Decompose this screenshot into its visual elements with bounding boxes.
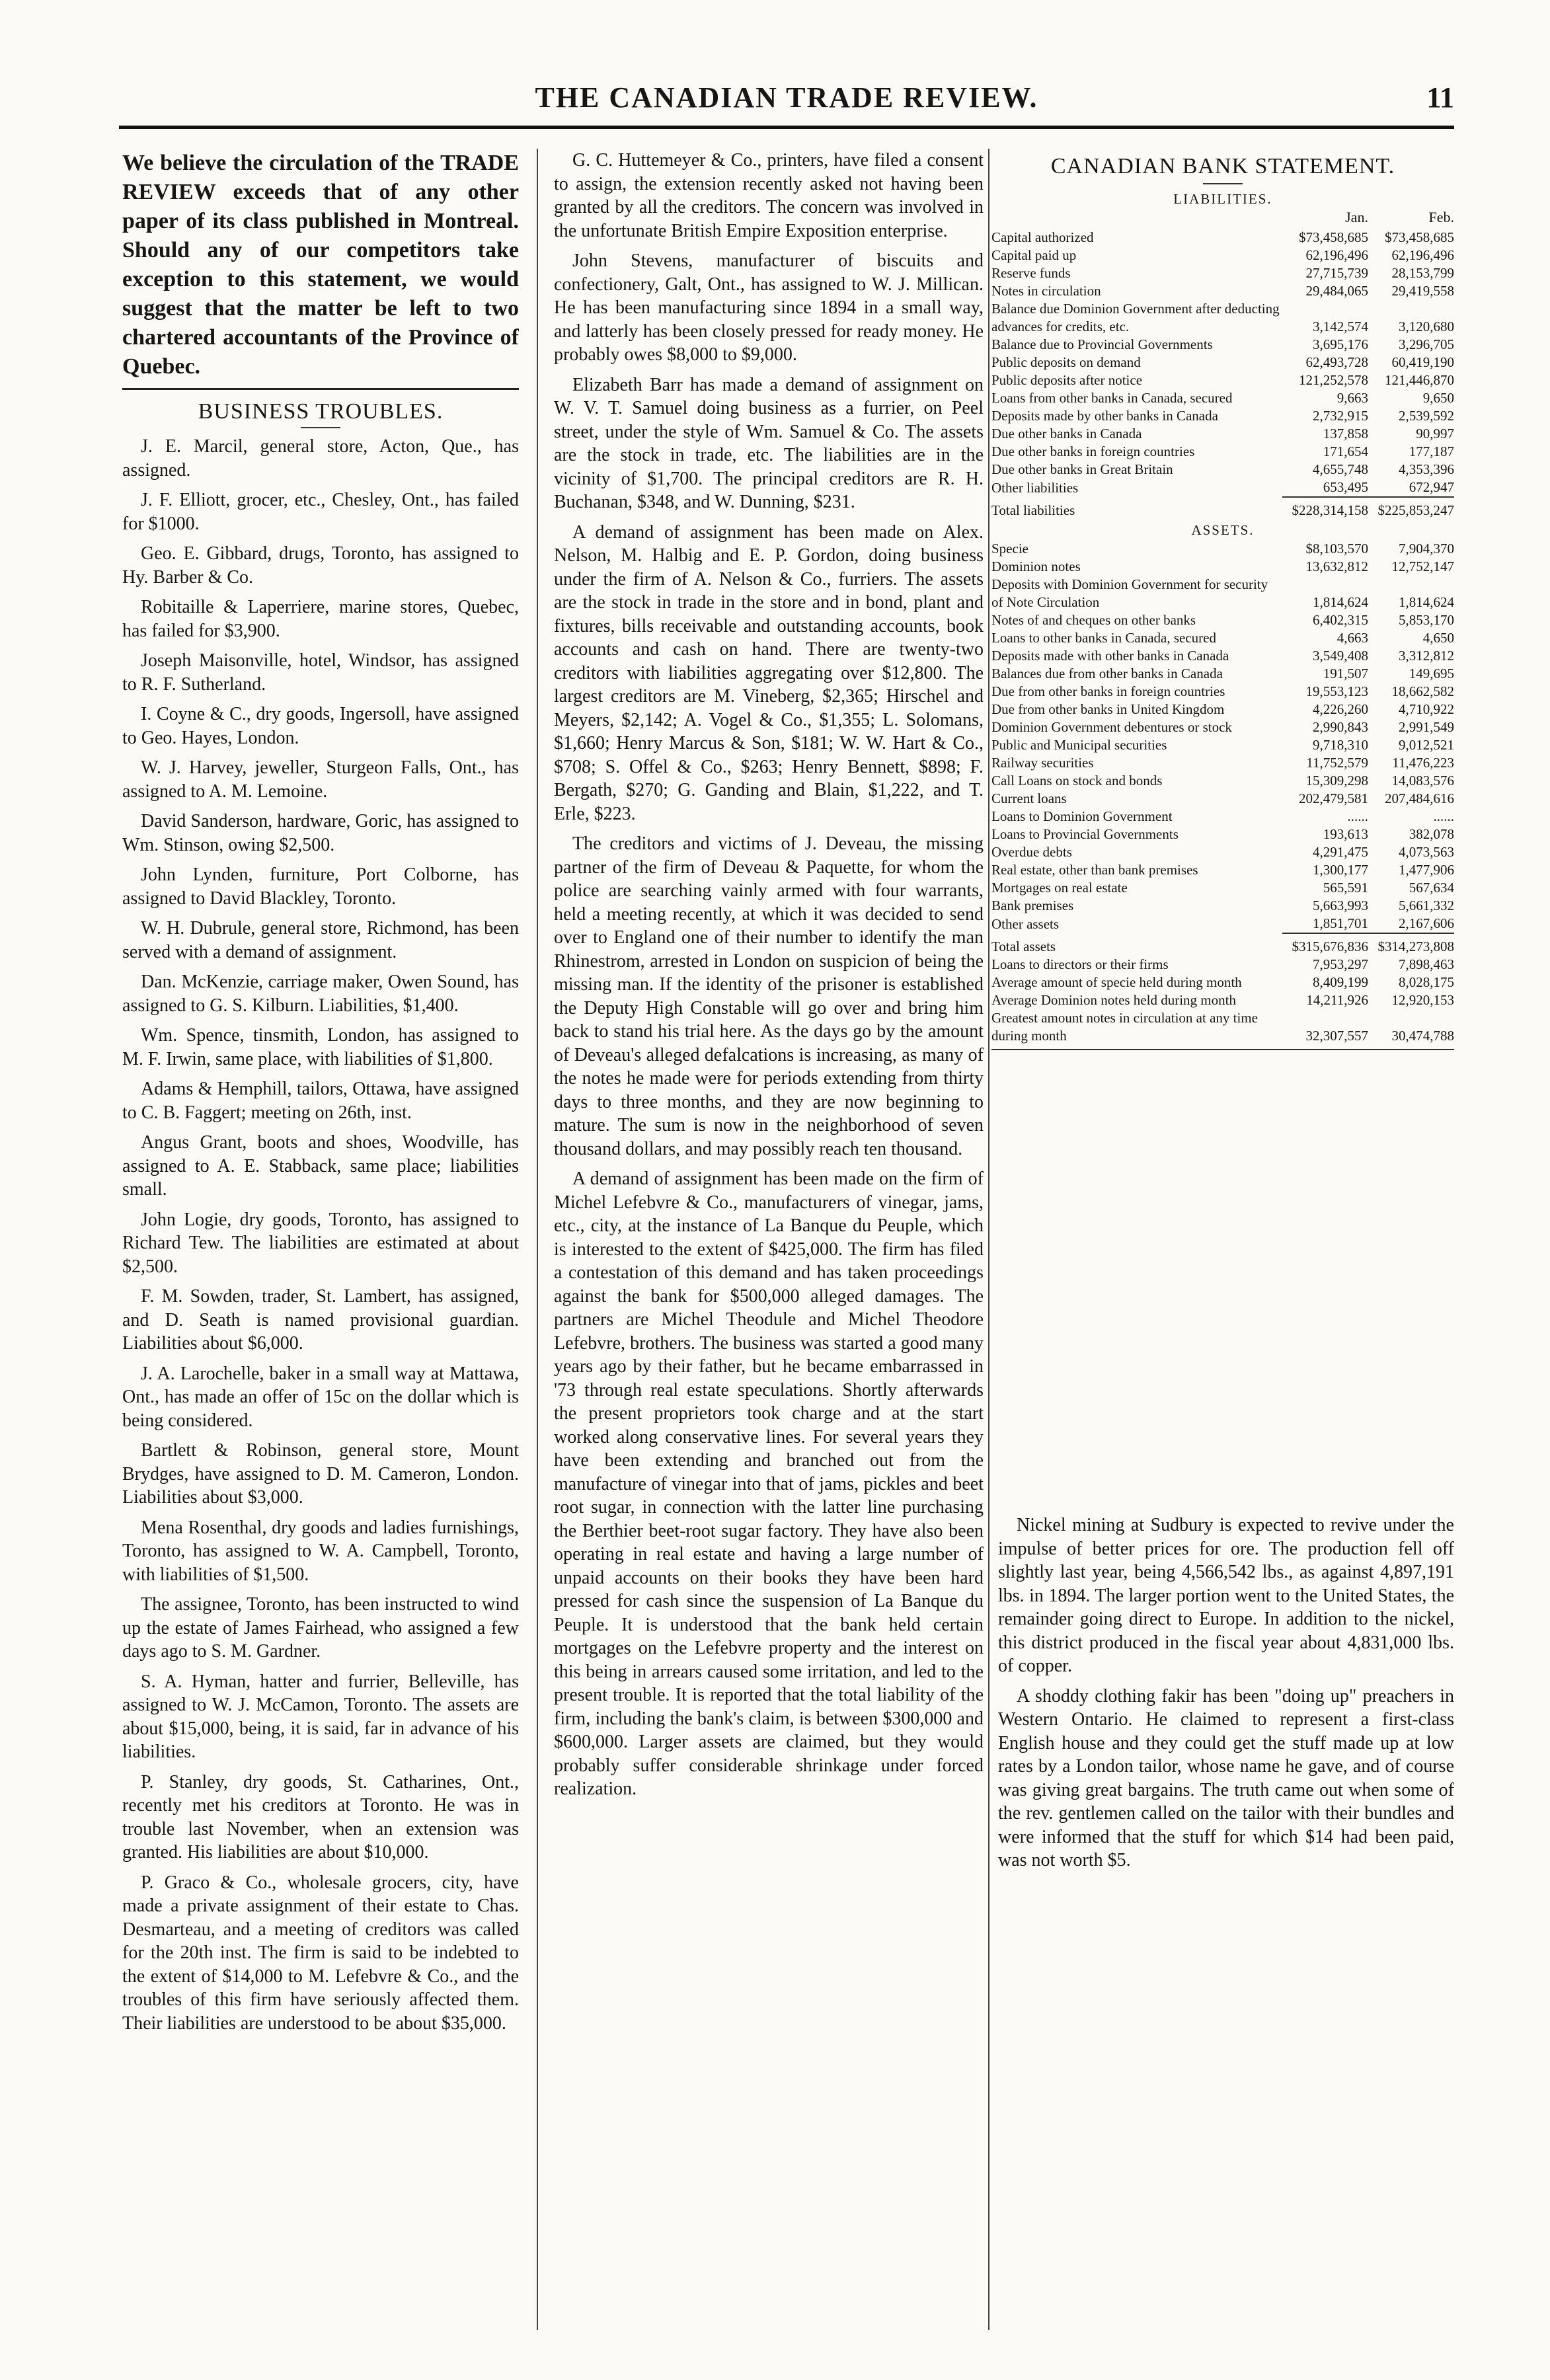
row-label: Balance due to Provincial Governments: [991, 336, 1213, 352]
liabilities-total-row: [991, 497, 1454, 519]
jan-value: 191,507: [1323, 666, 1368, 681]
row-label: Deposits with Dominion Government for security of Note Circulation: [991, 576, 1268, 610]
liability-row: [991, 282, 1454, 300]
news-paragraph: A demand of assignment has been made on the firm of Michel Lefebvre & Co., manufacturers of vinegar, jams, etc., city, at the instance of La Banque du Peuple, which is interested to the extent of $425,000. The firm has filed a contestation of this demand and has taken proceedings against the bank for $500,000 alleged damages. The partners are Michel Theodule and Michel Theodore Lefebvre, brothers. The business was started a good many years ago by their father, but he became embarrassed in '73 through real estate speculations. Shortly afterwards the present proprietors took charge and at the start worked along conservative lines. For several years they have been extending and branched out from the manufacture of vinegar into that of jams, pickles and beet root sugar, in connection with the latter line purchasing the Berthier beet-root sugar factory. They have also been operating in real estate and having a large number of unpaid accounts on their books they have been hard pressed for cash since the suspension of La Banque du Peuple. It is understood that the bank held certain mortgages on the Lefebvre property and the interest on this being in arrears caused some irritation, and led to the present trouble. It is reported that the total liability of the firm, including the bank's claim, is between $300,000 and $600,000. Larger assets are claimed, but they would probably suffer considerable shrinkage under forced realization.: [554, 1169, 984, 1799]
business-trouble-item: W. H. Dubrule, general store, Richmond, has been served with a demand of assignment.: [122, 918, 519, 962]
feb-value: 9,650: [1422, 390, 1454, 406]
feb-value: 12,752,147: [1391, 558, 1454, 574]
jan-value: 137,858: [1323, 426, 1368, 441]
liability-row: [991, 371, 1454, 389]
jan-value: ......: [1347, 808, 1368, 824]
business-trouble-item: Angus Grant, boots and shoes, Woodville, has assigned to A. E. Stabback, same place; liabilities small.: [122, 1132, 519, 1200]
business-trouble-item: John Logie, dry goods, Toronto, has assigned to Richard Tew. The liabilities are estimated at about $2,500.: [122, 1209, 519, 1277]
liability-row: [991, 443, 1454, 461]
news-paragraph: Elizabeth Barr has made a demand of assignment on W. V. T. Samuel doing business as a furrier, on Peel street, under the style of Wm. Samuel & Co. The assets are the stock in trade, etc. The liabilities are in the vicinity of $1,700. The principal creditors are R. H. Buchanan, $348, and W. Dunning, $231.: [554, 374, 984, 512]
row-label: Reserve funds: [991, 265, 1071, 281]
row-label: Current loans: [991, 790, 1067, 806]
asset-row: [991, 629, 1454, 647]
business-trouble-item: J. E. Marcil, general store, Acton, Que., has assigned.: [122, 436, 519, 480]
jan-value: 202,479,581: [1299, 790, 1368, 806]
middle-articles: [554, 149, 984, 1801]
feb-value: 7,898,463: [1399, 956, 1454, 972]
average-row: [991, 974, 1454, 991]
asset-row: [991, 683, 1454, 701]
assets-heading: ASSETS.: [1191, 522, 1255, 538]
jan-value: 13,632,812: [1305, 558, 1368, 574]
business-trouble-item: Wm. Spence, tinsmith, London, has assigned to M. F. Irwin, same place, with liabilities of $1,800.: [122, 1025, 519, 1069]
jan-value: 4,226,260: [1313, 701, 1368, 717]
jan-value: 1,851,701: [1313, 915, 1368, 931]
feb-value: $73,458,685: [1385, 229, 1454, 245]
business-trouble-item: P. Graco & Co., wholesale grocers, city, have made a private assignment of their estate to Chas. Desmarteau, and a meeting of creditors was called for the 20th inst. The firm is said to be indebted to the extent of $14,000 to M. Lefebvre & Co., and the troubles of this firm have seriously affected them. Their liabilities are understood to be about $35,000.: [122, 1872, 519, 2034]
row-label: Total assets: [991, 939, 1056, 954]
feb-value: 12,920,153: [1391, 992, 1454, 1008]
business-trouble-item: P. Stanley, dry goods, St. Catharines, Ont., recently met his creditors at Toronto. He was in trouble last November, when an extension was granted. His liabilities are about $10,000.: [122, 1771, 519, 1862]
row-label: Call Loans on stock and bonds: [991, 773, 1163, 788]
asset-row: [991, 772, 1454, 790]
masthead: [119, 74, 1454, 120]
business-trouble-item: S. A. Hyman, hatter and furrier, Belleville, has assigned to W. J. McCamon, Toronto. The assets are about $15,000, being, it is said, far in advance of his liabilities.: [122, 1671, 519, 1762]
row-label: Dominion notes: [991, 558, 1081, 574]
page-title: THE CANADIAN TRADE REVIEW.: [535, 81, 1038, 114]
feb-value: 3,120,680: [1399, 319, 1454, 334]
liability-row: [991, 461, 1454, 479]
news-paragraph: Nickel mining at Sudbury is expected to revive under the impulse of better prices for ore. The production fell off slightly last year, being 4,566,542 lbs., as against 4,897,191 lbs. in 1894. The larger portion went to the United States, the remainder going direct to Europe. In addition to the nickel, this district produced in the fiscal year about 4,831,000 lbs. of copper.: [998, 1515, 1454, 1676]
row-label: Loans to directors or their firms: [991, 956, 1169, 972]
row-label: Bank premises: [991, 898, 1074, 913]
jan-value: 2,990,843: [1313, 719, 1368, 735]
page-number: 11: [1426, 81, 1454, 114]
feb-value: 2,539,592: [1399, 408, 1454, 424]
asset-row: [991, 718, 1454, 736]
row-label: Loans from other banks in Canada, secured: [991, 390, 1233, 406]
business-trouble-item: F. M. Sowden, trader, St. Lambert, has assigned, and D. Seath is named provisional guardian. Liabilities about $6,000.: [122, 1286, 519, 1354]
jan-value: 7,953,297: [1313, 956, 1368, 972]
jan-value: $315,676,836: [1282, 933, 1368, 956]
liability-row: [991, 300, 1454, 336]
jan-value: 1,814,624: [1313, 594, 1368, 610]
business-trouble-item: The assignee, Toronto, has been instructed to wind up the estate of James Fairhead, who assigned a few days ago to S. M. Gardner.: [122, 1594, 519, 1662]
jan-value: 4,663: [1337, 630, 1368, 646]
asset-row: [991, 647, 1454, 665]
asset-row: [991, 825, 1454, 843]
asset-row: [991, 576, 1454, 611]
business-trouble-item: J. F. Elliott, grocer, etc., Chesley, Ont., has failed for $1000.: [122, 490, 519, 534]
feb-value: 1,814,624: [1399, 594, 1454, 610]
heading-dash: [1203, 183, 1243, 184]
asset-row: [991, 754, 1454, 772]
row-label: Due other banks in foreign countries: [991, 443, 1195, 459]
feb-value: 5,661,332: [1399, 898, 1454, 913]
row-label: Average amount of specie held during month: [991, 974, 1242, 990]
jan-value: 653,495: [1323, 479, 1368, 495]
asset-row: [991, 665, 1454, 683]
jan-value: 8,409,199: [1313, 974, 1368, 990]
jan-value: 5,663,993: [1313, 898, 1368, 913]
jan-value: 11,752,579: [1306, 755, 1368, 771]
feb-value: 121,446,870: [1385, 372, 1454, 388]
asset-row: [991, 790, 1454, 808]
row-label: Public and Municipal securities: [991, 737, 1167, 753]
jan-value: $73,458,685: [1299, 229, 1368, 245]
feb-value: 9,012,521: [1399, 737, 1454, 753]
jan-value: 6,402,315: [1313, 612, 1368, 628]
jan-value: 121,252,578: [1299, 372, 1368, 388]
jan-value: 4,655,748: [1313, 461, 1368, 477]
row-label: Due from other banks in foreign countries: [991, 683, 1225, 699]
middle-column: [554, 149, 984, 2330]
jan-value: 14,211,926: [1306, 992, 1368, 1008]
feb-value: 90,997: [1416, 426, 1454, 441]
liability-row: [991, 389, 1454, 407]
feb-value: 3,296,705: [1399, 336, 1454, 352]
feb-value: 29,419,558: [1391, 283, 1454, 299]
liability-row: [991, 407, 1454, 425]
right-articles: [998, 1514, 1454, 1872]
feb-value: 207,484,616: [1385, 790, 1454, 806]
feb-value: 28,153,799: [1391, 265, 1454, 281]
news-paragraph: The creditors and victims of J. Deveau, the missing partner of the firm of Deveau & Paquette, for whom the police are searching vainly armed with four warrants, held a meeting recently, at which it was decided to send over to England one of their number to identify the man Rhinestrom, arrested in London on suspicion of being the missing man. If the identity of the prisoner is established the Deputy High Constable will go over and bring him back to stand his trial here. As the days go by the amount of Deveau's alleged defalcations is increasing, as many of the notes he made were for periods extending from thirty days to three months, and they are now beginning to mature. The sum is now in the neighborhood of seven thousand dollars, and may possibly reach ten thousand.: [554, 833, 984, 1159]
asset-row: [991, 897, 1454, 915]
row-label: Public deposits on demand: [991, 354, 1141, 370]
row-label: Deposits made with other banks in Canada: [991, 648, 1229, 664]
row-label: Deposits made by other banks in Canada: [991, 408, 1218, 424]
row-label: Railway securities: [991, 755, 1094, 771]
feb-value: 672,947: [1409, 479, 1454, 495]
row-label: Dominion Government debentures or stock: [991, 719, 1232, 735]
feb-value: 8,028,175: [1399, 974, 1454, 990]
feb-value: 1,477,906: [1399, 862, 1454, 878]
business-trouble-item: W. J. Harvey, jeweller, Sturgeon Falls, Ont., has assigned to A. M. Lemoine.: [122, 757, 519, 802]
row-label: Due other banks in Canada: [991, 426, 1142, 441]
business-trouble-item: Dan. McKenzie, carriage maker, Owen Sound, has assigned to G. S. Kilburn. Liabilities, $1,400.: [122, 972, 519, 1016]
feb-value: 11,476,223: [1392, 755, 1454, 771]
jan-value: $8,103,570: [1305, 541, 1368, 557]
row-label: Other assets: [991, 916, 1060, 932]
jan-value: 4,291,475: [1313, 844, 1368, 860]
jan-value: 3,549,408: [1313, 648, 1368, 664]
liability-row: [991, 425, 1454, 443]
row-label: Specie: [991, 541, 1028, 557]
asset-row: [991, 861, 1454, 879]
asset-row: [991, 701, 1454, 718]
business-trouble-item: I. Coyne & C., dry goods, Ingersoll, have assigned to Geo. Hayes, London.: [122, 704, 519, 748]
row-label: Loans to Dominion Government: [991, 808, 1173, 824]
average-row: [991, 1009, 1454, 1045]
row-label: Public deposits after notice: [991, 372, 1143, 388]
jan-value: 32,307,557: [1305, 1028, 1368, 1044]
asset-row: [991, 736, 1454, 754]
row-label: Loans to Provincial Governments: [991, 826, 1179, 842]
liability-row: [991, 354, 1454, 371]
feb-value: 7,904,370: [1399, 541, 1454, 557]
news-paragraph: G. C. Huttemeyer & Co., printers, have filed a consent to assign, the extension recently asked not having been granted by all the creditors. The concern was involved in the unfortunate British Empire Exposition enterprise.: [554, 150, 984, 241]
asset-row: [991, 540, 1454, 558]
feb-value: 4,353,396: [1399, 461, 1454, 477]
row-label: Overdue debts: [991, 844, 1072, 860]
row-label: Real estate, other than bank premises: [991, 862, 1198, 878]
asset-row: [991, 843, 1454, 861]
feb-value: 4,710,922: [1399, 701, 1454, 717]
asset-row: [991, 879, 1454, 897]
row-label: Balance due Dominion Government after deducting advances for credits, etc.: [991, 301, 1280, 334]
feb-value: 149,695: [1409, 666, 1454, 681]
feb-value: 30,474,788: [1391, 1028, 1454, 1044]
column-divider: [537, 149, 538, 2330]
notice-rule: [122, 388, 519, 390]
row-label: Notes of and cheques on other banks: [991, 612, 1196, 628]
jan-value: 62,196,496: [1305, 247, 1368, 263]
liabilities-heading: LIABILITIES.: [1173, 191, 1272, 207]
business-trouble-item: Mena Rosenthal, dry goods and ladies furnishings, Toronto, has assigned to W. A. Campbell, Toronto, with liabilities of $1,500.: [122, 1517, 519, 1585]
jan-value: 27,715,739: [1305, 265, 1368, 281]
business-trouble-item: Adams & Hemphill, tailors, Ottawa, have assigned to C. B. Faggert; meeting on 26th, inst.: [122, 1079, 519, 1123]
feb-value: $225,853,247: [1368, 497, 1454, 519]
business-troubles-heading: BUSINESS TROUBLES.: [198, 399, 444, 424]
bank-statement-end-rule: [991, 1049, 1454, 1050]
assets-total-row: [991, 933, 1454, 956]
jan-value: 2,732,915: [1313, 408, 1368, 424]
business-trouble-item: Bartlett & Robinson, general store, Mount Brydges, have assigned to D. M. Cameron, London. Liabilities about $3,000.: [122, 1440, 519, 1508]
assets-table: [991, 540, 1454, 1045]
liability-row: [991, 336, 1454, 354]
heading-dash: [301, 427, 340, 428]
circulation-notice: We believe the circulation of the TRADE REVIEW exceeds that of any other paper of its class published in Montreal. Should any of our competitors take exception to this statement, we would suggest that the matter be left to two chartered accountants of the Province of Quebec.: [122, 151, 519, 379]
liability-row: [991, 229, 1454, 247]
liability-row: [991, 479, 1454, 497]
feb-value: 567,634: [1409, 880, 1454, 896]
row-label: Mortgages on real estate: [991, 880, 1128, 896]
row-label: Average Dominion notes held during month: [991, 992, 1236, 1008]
jan-value: $228,314,158: [1282, 497, 1368, 519]
average-row: [991, 956, 1454, 974]
news-paragraph: John Stevens, manufacturer of biscuits and confectionery, Galt, Ont., has assigned to W. J. Millican. He has been manufacturing since 1894 in a small way, and latterly has been closely pressed for ready money. He probably owes $8,000 to $9,000.: [554, 250, 984, 365]
feb-value: 18,662,582: [1391, 683, 1454, 699]
feb-value: ......: [1433, 808, 1454, 824]
liability-row: [991, 247, 1454, 264]
news-paragraph: A demand of assignment has been made on Alex. Nelson, M. Halbig and E. P. Gordon, doing business under the firm of A. Nelson & Co., furriers. The assets are the stock in trade in the store and in bond, plant and fixtures, bills receivable and outstanding accounts, book accounts and cash on hand. There are twenty-two creditors with liabilities aggregating over $12,800. The largest creditors are M. Vineberg, $2,365; Hirschel and Meyers, $2,142; A. Vogel & Co., $1,355; L. Solomans, $1,660; Henry Marcus & Son, $181; W. W. Hart & Co., $708; S. Offel & Co., $263; Henry Bennett, $898; F. Bergath, $270; G. Ganding and Blain, $1,222, and T. Erle, $223.: [554, 521, 984, 824]
business-trouble-item: David Sanderson, hardware, Goric, has assigned to Wm. Stinson, owing $2,500.: [122, 811, 519, 855]
jan-value: 9,718,310: [1313, 737, 1368, 753]
business-trouble-item: J. A. Larochelle, baker in a small way at Mattawa, Ont., has made an offer of 15c on the dollar which is being considered.: [122, 1363, 519, 1431]
row-label: Due from other banks in United Kingdom: [991, 701, 1225, 717]
jan-value: 62,493,728: [1305, 354, 1368, 370]
asset-row: [991, 611, 1454, 629]
bank-statement: [991, 149, 1454, 1497]
row-label: Loans to other banks in Canada, secured: [991, 630, 1216, 646]
row-label: Total liabilities: [991, 502, 1075, 518]
jan-value: 171,654: [1323, 443, 1368, 459]
feb-value: 5,853,170: [1399, 612, 1454, 628]
feb-value: 3,312,812: [1399, 648, 1454, 664]
row-label: Capital paid up: [991, 247, 1077, 263]
business-trouble-item: Geo. E. Gibbard, drugs, Toronto, has assigned to Hy. Barber & Co.: [122, 543, 519, 588]
row-label: Greatest amount notes in circulation at any time during month: [991, 1010, 1258, 1044]
feb-value: 14,083,576: [1391, 773, 1454, 788]
feb-value: 4,650: [1422, 630, 1454, 646]
bank-statement-title: CANADIAN BANK STATEMENT.: [1050, 154, 1395, 178]
news-paragraph: A shoddy clothing fakir has been "doing up" preachers in Western Ontario. He claimed to represent a first-class English house and they could get the stuff made up at low rates by a London tailor, whose name he gave, and of course was giving great bargains. The truth came out when some of the rev. gentlemen called on the tailor with their bundles and were informed that the stuff for which $14 had been paid, was not worth $5.: [998, 1685, 1454, 1870]
jan-value: 3,695,176: [1313, 336, 1368, 352]
row-label: Due other banks in Great Britain: [991, 461, 1173, 477]
feb-value: 60,419,190: [1391, 354, 1454, 370]
left-column: [122, 149, 519, 2330]
jan-value: 29,484,065: [1305, 283, 1368, 299]
liabilities-table: [991, 229, 1454, 519]
header-rule: [119, 126, 1454, 129]
row-label: Notes in circulation: [991, 283, 1101, 299]
jan-value: 3,142,574: [1313, 319, 1368, 334]
jan-value: 9,663: [1337, 390, 1368, 406]
column-divider: [988, 149, 989, 2330]
feb-value: 2,991,549: [1399, 719, 1454, 735]
right-bottom-articles: [998, 1514, 1454, 2201]
liability-row: [991, 264, 1454, 282]
feb-value: $314,273,808: [1368, 933, 1454, 956]
row-label: Capital authorized: [991, 229, 1094, 245]
asset-row: [991, 558, 1454, 576]
feb-value: 62,196,496: [1391, 247, 1454, 263]
jan-value: 565,591: [1323, 880, 1368, 896]
jan-value: 1,300,177: [1313, 862, 1368, 878]
column-jan: Jan.: [1345, 209, 1368, 225]
feb-value: 4,073,563: [1399, 844, 1454, 860]
jan-value: 19,553,123: [1305, 683, 1368, 699]
feb-value: 2,167,606: [1399, 915, 1454, 931]
business-troubles-list: [122, 435, 519, 2035]
month-columns: [991, 209, 1454, 226]
feb-value: 177,187: [1409, 443, 1454, 459]
business-trouble-item: Robitaille & Laperriere, marine stores, Quebec, has failed for $3,900.: [122, 597, 519, 641]
asset-row: [991, 915, 1454, 933]
column-feb: Feb.: [1428, 209, 1454, 225]
business-trouble-item: John Lynden, furniture, Port Colborne, has assigned to David Blackley, Toronto.: [122, 864, 519, 909]
row-label: Balances due from other banks in Canada: [991, 666, 1223, 681]
jan-value: 15,309,298: [1305, 773, 1368, 788]
asset-row: [991, 808, 1454, 825]
business-trouble-item: Joseph Maisonville, hotel, Windsor, has assigned to R. F. Sutherland.: [122, 650, 519, 695]
row-label: Other liabilities: [991, 480, 1079, 496]
feb-value: 382,078: [1409, 826, 1454, 842]
average-row: [991, 991, 1454, 1009]
jan-value: 193,613: [1323, 826, 1368, 842]
